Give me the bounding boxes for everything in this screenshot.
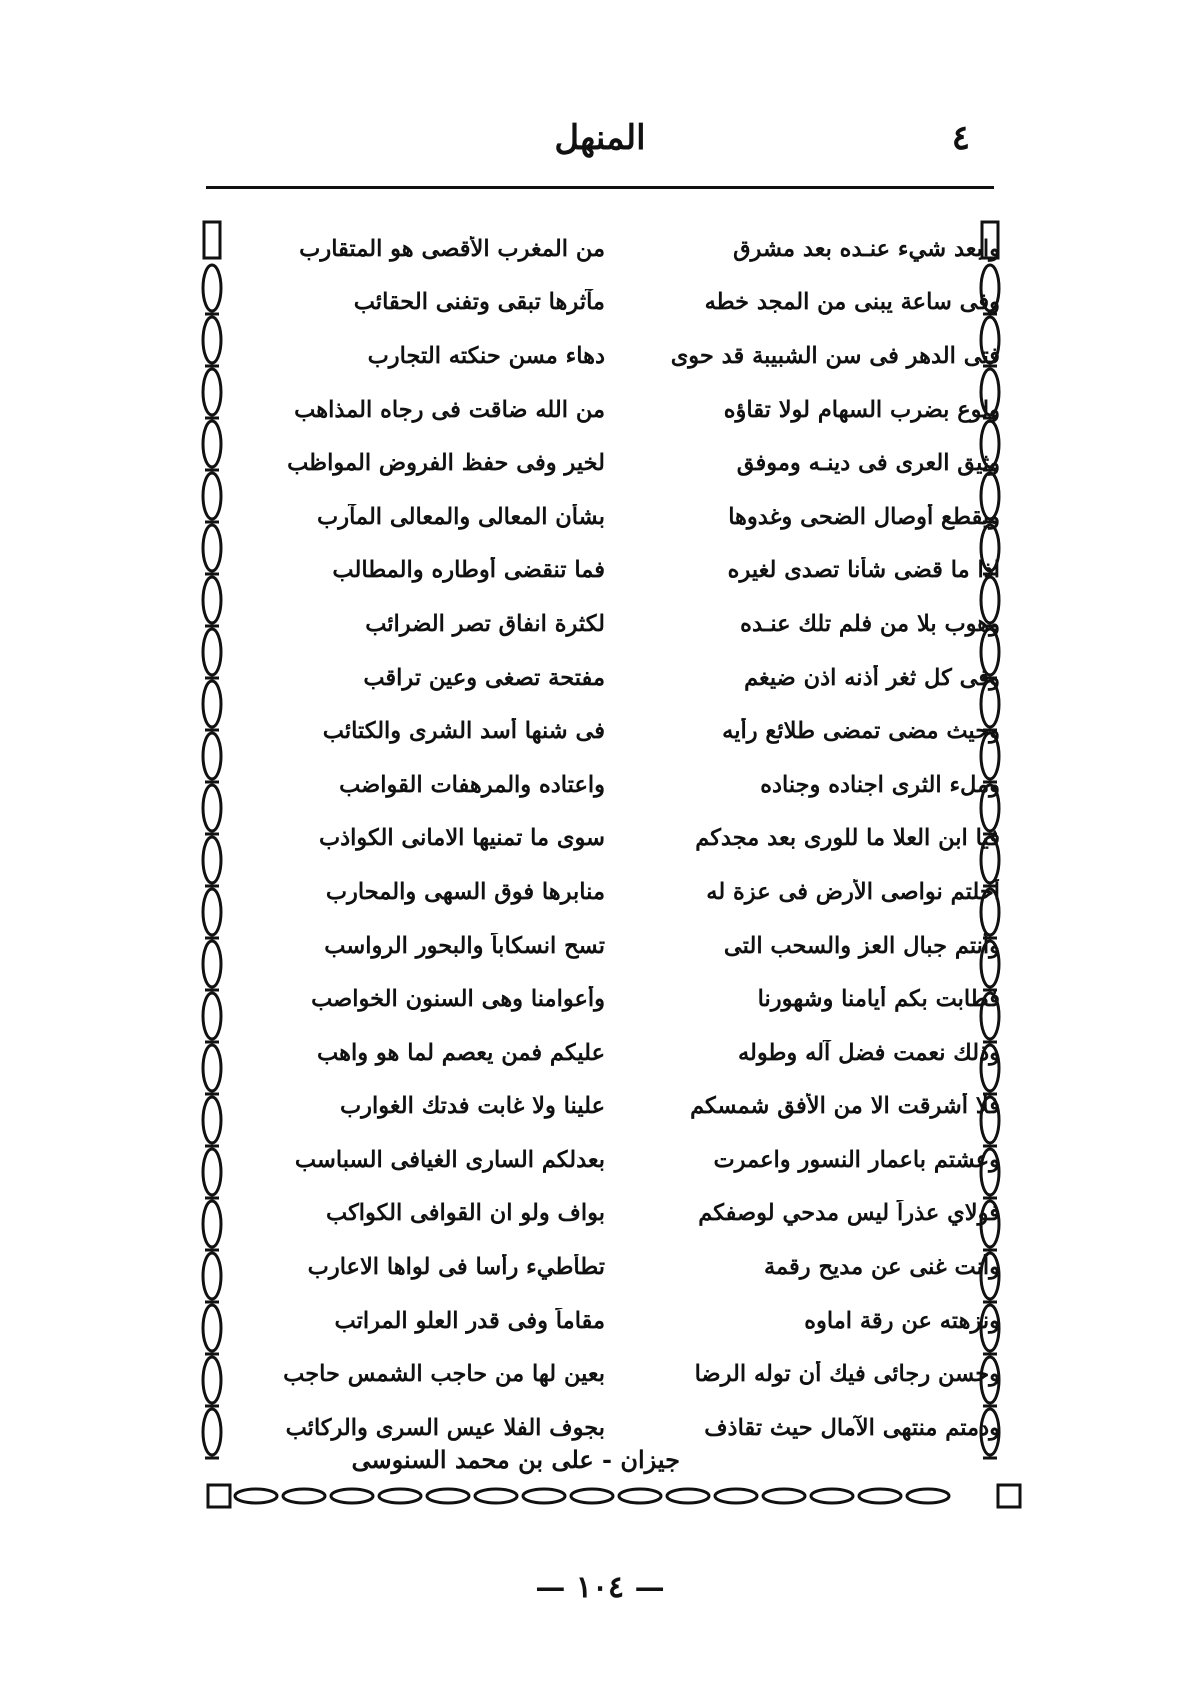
- second-hemistich: بواف ولو ان القوافى الكواكب: [326, 1200, 605, 1227]
- verse-row: [250, 1187, 1000, 1241]
- second-hemistich: فى شنها أسد الشرى والكتائب: [322, 718, 605, 745]
- first-hemistich: ودمتم منتهى الآمال حيث تقاذف: [704, 1414, 1000, 1441]
- chain-link: [203, 525, 221, 571]
- page-number: ٤: [951, 118, 970, 158]
- chain-link: [283, 1489, 325, 1503]
- verse-row: [250, 919, 1000, 973]
- folio-number: — ١٠٤ —: [535, 1570, 665, 1605]
- verse-row: [250, 1294, 1000, 1348]
- first-hemistich: أحلتم نواصى الأرض فى عزة له: [706, 878, 1000, 905]
- chain-link: [763, 1489, 805, 1503]
- first-hemistich: وملء الثرى اجناده وجناده: [760, 771, 1000, 798]
- verse-row: [250, 1026, 1000, 1080]
- first-hemistich: وأنتم جبال العز والسحب التى: [723, 932, 1000, 959]
- second-hemistich: لكثرة انفاق تصر الضرائب: [365, 610, 605, 637]
- chain-link: [203, 889, 221, 935]
- first-hemistich: وثيق العرى فى دينـه وموفق: [736, 450, 1000, 477]
- first-hemistich: وذلك نعمت فضل آله وطوله: [737, 1039, 1000, 1066]
- chain-link: [203, 265, 221, 311]
- chain-link: [619, 1489, 661, 1503]
- first-hemistich: فيا ابن العلا ما للورى بعد مجدكم: [695, 825, 1000, 852]
- verse-row: [250, 329, 1000, 383]
- second-hemistich: من الله ضاقت فى رجاه المذاهب: [294, 396, 605, 423]
- second-hemistich: واعتاده والمرهفات القواضب: [339, 771, 605, 798]
- chain-link: [203, 837, 221, 883]
- chain-link: [859, 1489, 901, 1503]
- verse-row: [250, 383, 1000, 437]
- chain-link: [203, 1357, 221, 1403]
- chain-link: [667, 1489, 709, 1503]
- chain-link: [203, 681, 221, 727]
- first-hemistich: ونزهته عن رقة اماوه: [804, 1307, 1000, 1334]
- second-hemistich: وأعوامنا وهى السنون الخواصب: [311, 986, 605, 1013]
- first-hemistich: فولاي عذراً ليس مدحي لوصفكم: [698, 1200, 1000, 1227]
- first-hemistich: وحيث مضى تمضى طلائع رأيه: [722, 718, 1000, 745]
- second-hemistich: منابرها فوق السهى والمحارب: [325, 878, 605, 905]
- second-hemistich: من المغرب الأقصى هو المتقارب: [299, 235, 605, 262]
- chain-link: [203, 1253, 221, 1299]
- verse-row: [250, 651, 1000, 705]
- first-hemistich: ويقطع أوصال الضحى وغدوها: [728, 503, 1000, 530]
- chain-link: [907, 1489, 949, 1503]
- first-hemistich: وفى كل ثغر أذنه اذن ضيغم: [744, 664, 1000, 691]
- chain-link: [203, 317, 221, 363]
- chain-link: [331, 1489, 373, 1503]
- verse-row: [250, 490, 1000, 544]
- first-hemistich: وهوب بلا من فلم تلك عنـده: [740, 610, 1000, 637]
- second-hemistich: لخير وفى حفظ الفروض المواظب: [287, 450, 605, 477]
- poem-signature: جيزان - على بن محمد السنوسى: [351, 1445, 680, 1474]
- chain-link: [203, 1201, 221, 1247]
- chain-link: [203, 785, 221, 831]
- verse-row: [250, 812, 1000, 866]
- second-hemistich: تسح انسكاباً والبحور الرواسب: [324, 932, 605, 959]
- chain-link: [571, 1489, 613, 1503]
- second-hemistich: بشأن المعالى والمعالى المآرب: [317, 503, 605, 530]
- verse-row: [250, 222, 1000, 276]
- chain-link: [379, 1489, 421, 1503]
- verse-row: [250, 1133, 1000, 1187]
- second-hemistich: تطأطيء رأسا فى لواها الاعارب: [307, 1254, 605, 1281]
- first-hemistich: اذا ما قضى شأنا تصدى لغيره: [727, 557, 1000, 584]
- chain-link: [203, 941, 221, 987]
- chain-link: [203, 369, 221, 415]
- verse-row: [250, 758, 1000, 812]
- chain-link: [203, 733, 221, 779]
- chain-link: [811, 1489, 853, 1503]
- left-border-chain: [203, 265, 221, 1458]
- second-hemistich: دهاء مسن حنكته التجارب: [367, 342, 605, 369]
- verse-row: [250, 544, 1000, 598]
- first-hemistich: ولوع بضرب السهام لولا تقاؤه: [723, 396, 1000, 423]
- first-hemistich: وابعد شيء عنـده بعد مشرق: [733, 235, 1000, 262]
- verse-row: [250, 1347, 1000, 1401]
- second-hemistich: بعدلكم السارى الغيافى السباسب: [294, 1146, 605, 1173]
- second-hemistich: سوى ما تمنيها الامانى الكواذب: [318, 825, 605, 852]
- chain-link: [203, 1045, 221, 1091]
- chain-link: [203, 577, 221, 623]
- first-hemistich: فطابت بكم أيامنا وشهورنا: [757, 986, 1000, 1013]
- first-hemistich: فتى الدهر فى سن الشبيبة قد حوى: [670, 342, 1000, 369]
- verse-row: [250, 1240, 1000, 1294]
- corner-ornament-top-left: [204, 222, 220, 258]
- chain-link: [475, 1489, 517, 1503]
- second-hemistich: مقاماً وفى قدر العلو المراتب: [334, 1307, 605, 1334]
- chain-link: [235, 1489, 277, 1503]
- bottom-border-chain: [235, 1489, 949, 1503]
- chain-link: [203, 421, 221, 467]
- chain-link: [203, 629, 221, 675]
- verse-row: [250, 436, 1000, 490]
- chain-link: [203, 1097, 221, 1143]
- chain-link: [203, 1409, 221, 1455]
- second-hemistich: بعين لها من حاجب الشمس حاجب: [283, 1361, 605, 1388]
- verse-row: [250, 597, 1000, 651]
- poem-body: [250, 222, 1000, 1452]
- second-hemistich: فما تنقضى أوطاره والمطالب: [332, 557, 605, 584]
- chain-link: [203, 993, 221, 1039]
- chain-link: [523, 1489, 565, 1503]
- first-hemistich: وحسن رجائى فيك أن توله الرضا: [694, 1361, 1000, 1388]
- first-hemistich: وأنت غنى عن مديح رقمة: [763, 1254, 1000, 1281]
- second-hemistich: مفتحة تصغى وعين تراقب: [363, 664, 605, 691]
- first-hemistich: وفى ساعة يبنى من المجد خطه: [704, 289, 1000, 316]
- second-hemistich: عليكم فمن يعصم لما هو واهب: [316, 1039, 605, 1066]
- corner-ornament-bottom-left: [208, 1485, 230, 1507]
- verse-row: [250, 865, 1000, 919]
- verse-row: [250, 1080, 1000, 1134]
- chain-link: [203, 1149, 221, 1195]
- verse-row: [250, 704, 1000, 758]
- verse-row: [250, 972, 1000, 1026]
- chain-link: [427, 1489, 469, 1503]
- second-hemistich: بجوف الفلا عيس السرى والركائب: [285, 1414, 605, 1441]
- chain-link: [715, 1489, 757, 1503]
- first-hemistich: فلا أشرقت الا من الأفق شمسكم: [690, 1093, 1000, 1120]
- first-hemistich: وعشتم باعمار النسور واعمرت: [713, 1146, 1000, 1173]
- chain-link: [203, 473, 221, 519]
- second-hemistich: مآثرها تبقى وتفنى الحقائب: [353, 289, 605, 316]
- verse-row: [250, 276, 1000, 330]
- journal-title: المنهل: [554, 118, 646, 158]
- chain-link: [203, 1305, 221, 1351]
- corner-ornament-bottom-right: [998, 1485, 1020, 1507]
- second-hemistich: علينا ولا غابت فدتك الغوارب: [340, 1093, 605, 1120]
